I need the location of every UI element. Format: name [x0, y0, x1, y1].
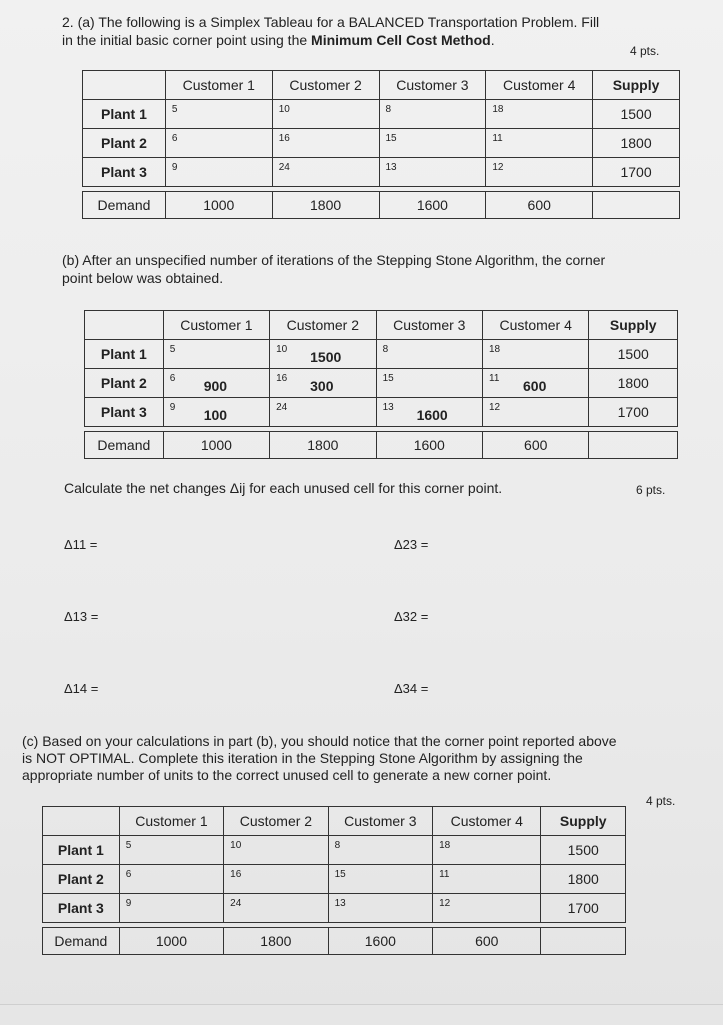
- cell-3-2: [272, 158, 379, 187]
- cost-3-3: 13: [382, 402, 394, 413]
- cell-3-1: [119, 894, 223, 923]
- cell-2-4: [486, 129, 593, 158]
- cell-3-4: [486, 158, 593, 187]
- allocation-3-1: 100: [203, 407, 228, 423]
- corner-cell: [85, 311, 164, 340]
- supply-3: 1700: [589, 398, 678, 427]
- cost-1-3: 8: [382, 344, 389, 355]
- cost-3-1: 9: [125, 898, 132, 909]
- part-a-points: 4 pts.: [630, 44, 660, 58]
- demand-supply-blank: [593, 192, 680, 219]
- demand-2: 1800: [224, 928, 328, 955]
- demand-label: Demand: [85, 432, 164, 459]
- cell-2-4: [483, 369, 589, 398]
- allocation-1-2: 1500: [310, 349, 342, 365]
- cost-1-4: 18: [489, 344, 501, 355]
- cost-3-2: 24: [276, 402, 288, 413]
- cell-1-1: [119, 836, 223, 865]
- cell-3-1: [165, 158, 272, 187]
- plant-label-3: Plant 3: [85, 398, 164, 427]
- part-c-points: 4 pts.: [646, 794, 676, 808]
- cell-1-2: [272, 100, 379, 129]
- cell-3-3: [379, 158, 486, 187]
- cell-1-4: [483, 340, 589, 369]
- plant-label-2: Plant 2: [83, 129, 166, 158]
- header-supply: Supply: [589, 311, 678, 340]
- corner-cell: [43, 807, 120, 836]
- plant-label-1: Plant 1: [43, 836, 120, 865]
- cost-2-1: 6: [125, 869, 132, 880]
- part-b-instruction: Calculate the net changes Δij for each unused cell for this corner point.: [64, 480, 503, 496]
- plant-row: [83, 129, 680, 158]
- demand-4: 600: [433, 928, 541, 955]
- part-c-line1: (c) Based on your calculations in part (b), you should notice that the corner point reported above: [22, 733, 617, 749]
- cost-1-2: 10: [276, 344, 288, 355]
- plant-row: [43, 894, 626, 923]
- plant-label-2: Plant 2: [85, 369, 164, 398]
- cell-1-3: [376, 340, 482, 369]
- delta-23: Δ23 =: [394, 537, 429, 552]
- cell-3-4: [433, 894, 541, 923]
- cost-2-2: 16: [230, 869, 242, 880]
- plant-row: [83, 158, 680, 187]
- cell-2-1: [165, 129, 272, 158]
- cost-3-4: 12: [489, 402, 501, 413]
- demand-1: 1000: [163, 432, 269, 459]
- cell-1-2: [270, 340, 376, 369]
- cost-2-4: 11: [492, 133, 503, 144]
- plant-row: [43, 836, 626, 865]
- header-customer-1: Customer 1: [165, 71, 272, 100]
- allocation-2-1: 900: [203, 378, 228, 394]
- tableau-c: [42, 806, 626, 955]
- cost-3-2: 24: [278, 162, 290, 173]
- cell-2-1: [119, 865, 223, 894]
- part-c-line3: appropriate number of units to the correct unused cell to generate a new corner point.: [22, 767, 552, 783]
- header-customer-4: Customer 4: [486, 71, 593, 100]
- cost-3-1: 9: [171, 162, 178, 173]
- header-supply: Supply: [593, 71, 680, 100]
- cost-2-2: 16: [276, 373, 288, 384]
- plant-row: [83, 100, 680, 129]
- cell-2-1: [163, 369, 269, 398]
- cost-1-3: 8: [385, 104, 392, 115]
- supply-2: 1800: [541, 865, 626, 894]
- demand-label: Demand: [43, 928, 120, 955]
- cost-3-4: 12: [492, 162, 504, 173]
- plant-row: [85, 369, 678, 398]
- plant-label-3: Plant 3: [83, 158, 166, 187]
- supply-2: 1800: [593, 129, 680, 158]
- cost-2-4: 11: [489, 373, 500, 384]
- cell-2-4: [433, 865, 541, 894]
- cost-1-2: 10: [230, 840, 242, 851]
- supply-2: 1800: [589, 369, 678, 398]
- allocation-3-3: 1600: [416, 407, 448, 423]
- cost-1-4: 18: [492, 104, 504, 115]
- demand-3: 1600: [379, 192, 486, 219]
- cost-2-1: 6: [171, 133, 178, 144]
- plant-row: [85, 398, 678, 427]
- cost-3-1: 9: [169, 402, 176, 413]
- cell-2-3: [328, 865, 432, 894]
- delta-11: Δ11 =: [64, 537, 98, 552]
- demand-1: 1000: [119, 928, 223, 955]
- cost-2-2: 16: [278, 133, 290, 144]
- cost-3-3: 13: [334, 898, 346, 909]
- tableau-b: [84, 310, 678, 459]
- plant-label-3: Plant 3: [43, 894, 120, 923]
- header-customer-2: Customer 2: [224, 807, 328, 836]
- cost-1-3: 8: [334, 840, 341, 851]
- delta-14: Δ14 =: [64, 681, 99, 696]
- supply-1: 1500: [593, 100, 680, 129]
- part-b-line2: point below was obtained.: [62, 270, 224, 286]
- cell-1-4: [486, 100, 593, 129]
- cell-2-2: [270, 369, 376, 398]
- page-fold: [0, 1004, 723, 1025]
- cell-2-3: [379, 129, 486, 158]
- cost-1-1: 5: [169, 344, 176, 355]
- cell-1-3: [379, 100, 486, 129]
- part-b-line1: (b) After an unspecified number of iterations of the Stepping Stone Algorithm, the corner: [62, 252, 606, 268]
- cell-2-2: [224, 865, 328, 894]
- cell-3-2: [224, 894, 328, 923]
- delta-34: Δ34 =: [394, 681, 429, 696]
- header-customer-3: Customer 3: [376, 311, 482, 340]
- method-name: Minimum Cell Cost Method: [311, 32, 491, 48]
- cell-3-1: [163, 398, 269, 427]
- corner-cell: [83, 71, 166, 100]
- tableau-a: [82, 70, 680, 219]
- plant-row: [85, 340, 678, 369]
- header-customer-4: Customer 4: [483, 311, 589, 340]
- cell-1-1: [163, 340, 269, 369]
- demand-label: Demand: [83, 192, 166, 219]
- delta-32: Δ32 =: [394, 609, 429, 624]
- supply-1: 1500: [541, 836, 626, 865]
- part-a-line2: in the initial basic corner point using the Minimum Cell Cost Method.: [62, 32, 495, 48]
- part-b-points: 6 pts.: [636, 483, 666, 497]
- cost-2-4: 11: [439, 869, 450, 880]
- cost-2-3: 15: [385, 133, 397, 144]
- cell-3-3: [328, 894, 432, 923]
- demand-4: 600: [486, 192, 593, 219]
- cell-3-2: [270, 398, 376, 427]
- header-customer-3: Customer 3: [328, 807, 432, 836]
- demand-3: 1600: [376, 432, 482, 459]
- cost-3-4: 12: [439, 898, 451, 909]
- header-customer-4: Customer 4: [433, 807, 541, 836]
- header-customer-1: Customer 1: [119, 807, 223, 836]
- cell-3-3: [376, 398, 482, 427]
- demand-supply-blank: [589, 432, 678, 459]
- header-supply: Supply: [541, 807, 626, 836]
- demand-3: 1600: [328, 928, 432, 955]
- cell-1-1: [165, 100, 272, 129]
- cell-1-4: [433, 836, 541, 865]
- cost-3-2: 24: [230, 898, 242, 909]
- cost-2-3: 15: [334, 869, 346, 880]
- cost-1-1: 5: [125, 840, 132, 851]
- part-a-line1: 2. (a) The following is a Simplex Tableau for a BALANCED Transportation Problem. Fill: [62, 14, 600, 30]
- cost-1-2: 10: [278, 104, 290, 115]
- header-customer-3: Customer 3: [379, 71, 486, 100]
- demand-2: 1800: [270, 432, 376, 459]
- cost-3-3: 13: [385, 162, 397, 173]
- demand-2: 1800: [272, 192, 379, 219]
- cost-1-4: 18: [439, 840, 451, 851]
- allocation-2-4: 600: [523, 378, 547, 394]
- demand-1: 1000: [165, 192, 272, 219]
- supply-3: 1700: [593, 158, 680, 187]
- plant-label-1: Plant 1: [83, 100, 166, 129]
- cell-2-2: [272, 129, 379, 158]
- cell-1-3: [328, 836, 432, 865]
- cell-2-3: [376, 369, 482, 398]
- part-c-line2: is NOT OPTIMAL. Complete this iteration in the Stepping Stone Algorithm by assigning the: [22, 750, 583, 766]
- cost-2-3: 15: [382, 373, 394, 384]
- cell-1-2: [224, 836, 328, 865]
- supply-1: 1500: [589, 340, 678, 369]
- allocation-2-2: 300: [310, 378, 334, 394]
- plant-label-1: Plant 1: [85, 340, 164, 369]
- demand-supply-blank: [541, 928, 626, 955]
- supply-3: 1700: [541, 894, 626, 923]
- demand-4: 600: [483, 432, 589, 459]
- header-customer-2: Customer 2: [272, 71, 379, 100]
- delta-13: Δ13 =: [64, 609, 99, 624]
- cost-2-1: 6: [169, 373, 176, 384]
- plant-label-2: Plant 2: [43, 865, 120, 894]
- cell-3-4: [483, 398, 589, 427]
- header-customer-1: Customer 1: [163, 311, 269, 340]
- header-customer-2: Customer 2: [270, 311, 376, 340]
- cost-1-1: 5: [171, 104, 178, 115]
- plant-row: [43, 865, 626, 894]
